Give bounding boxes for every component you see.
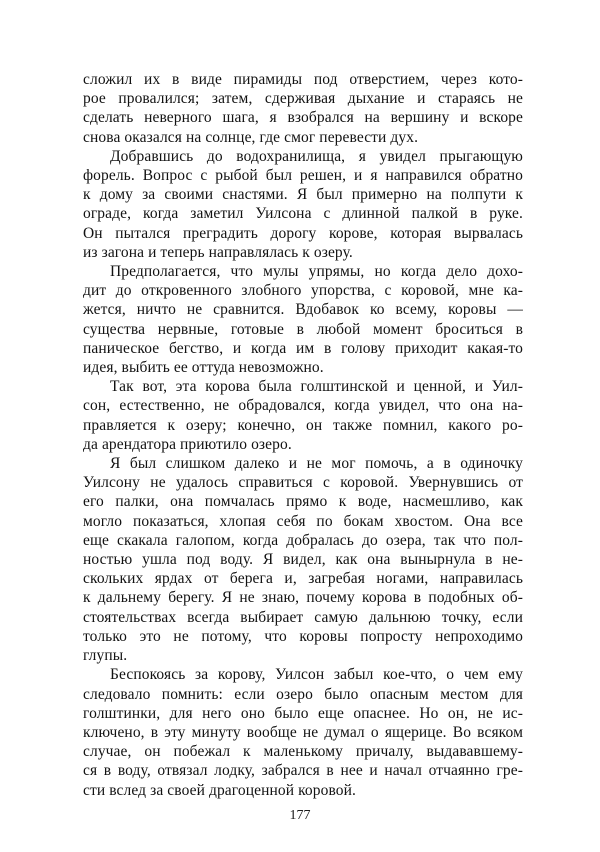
text-line: правляется к озеру; конечно, он также помнил, какого ро-	[83, 416, 523, 434]
text-line: Предполагается, что мулы упрямы, но когда дело дохо-	[110, 263, 523, 281]
text-line: ограде, когда заметил Уилсона с длинной палкой в руке.	[83, 205, 523, 223]
text-line: сложил их в виде пирамиды под отверстием, через кото-	[83, 71, 523, 88]
text-line: Он пытался преградить дорогу корове, которая вырвалась	[83, 224, 523, 242]
text-line: дит до откровенного злобного упорства, с коровой, мне ка-	[83, 282, 523, 300]
text-line: скольких ярдах от берега и, загребая ногами, направилась	[83, 570, 523, 588]
text-line: голштинки, для него оно было еще опаснее. Но он, не ис-	[83, 704, 523, 722]
text-line: сон, естественно, не обрадовался, когда увидел, что она на-	[83, 397, 523, 415]
text-line: следовало помнить: если озеро было опасным местом для	[83, 685, 523, 703]
text-line: идея, выбить ее оттуда невозможно.	[83, 359, 324, 377]
text-line: еще скакала галопом, когда добралась до озера, так что пол-	[83, 531, 523, 549]
text-block	[83, 70, 523, 800]
text-line: ся в воду, отвязал лодку, забрался в нее и начал отчаянно гре-	[83, 762, 523, 780]
text-line: сти вслед за своей драгоценной коровой.	[83, 781, 357, 799]
text-line: сделать неверного шага, я взобрался на вершину и вскоре	[83, 109, 523, 127]
text-line: могло показаться, хлопая себя по бокам хвостом. Она все	[83, 512, 523, 530]
text-line: Добравшись до водохранилища, я увидел прыгающую	[110, 147, 523, 165]
text-line: ключено, в эту минуту вообще не думал о ящерице. Во всяком	[83, 723, 523, 741]
text-line: ностью ушла под воду. Я видел, как она вынырнула в не-	[83, 551, 523, 569]
text-line: его палки, она помчалась прямо к воде, насмешливо, как	[83, 493, 523, 511]
text-line: к дальнему берегу. Я не знаю, почему корова в подобных об-	[83, 589, 523, 607]
text-line: да арендатора приютило озеро.	[83, 435, 292, 453]
text-line: рое провалился; затем, сдерживая дыхание и стараясь не	[83, 90, 523, 108]
text-line: Так вот, эта корова была голштинской и ценной, и Уил-	[110, 378, 523, 396]
text-line: к дому за своими снастями. Я был примерно на полпути к	[83, 186, 523, 204]
text-line: жется, ничто не сравнится. Вдобавок ко всему, коровы —	[83, 301, 523, 319]
text-line: Уилсону не удалось справиться с коровой. Увернувшись от	[83, 474, 523, 492]
text-line: Беспокоясь за корову, Уилсон забыл кое-что, о чем ему	[110, 666, 523, 684]
text-line: из загона и теперь направлялась к озеру.	[83, 243, 353, 261]
page-number: 177	[289, 808, 311, 823]
text-line: форель. Вопрос с рыбой был решен, и я направился обратно	[83, 167, 523, 185]
text-line: паническое бегство, и когда им в голову приходит какая-то	[83, 339, 523, 357]
text-line: стоятельствах всегда выбирает самую дальнюю точку, если	[83, 608, 523, 626]
text-line: глупы.	[83, 647, 128, 665]
text-line: существа нервные, готовые в любой момент броситься в	[83, 320, 523, 338]
text-line: только это не потому, что коровы попросту непроходимо	[83, 627, 523, 645]
text-line: Я был слишком далеко и не мог помочь, а в одиночку	[110, 455, 523, 473]
text-line: случае, он побежал к маленькому причалу, выдававшему-	[83, 743, 523, 761]
text-line: снова оказался на солнце, где смог перевести дух.	[83, 128, 419, 146]
